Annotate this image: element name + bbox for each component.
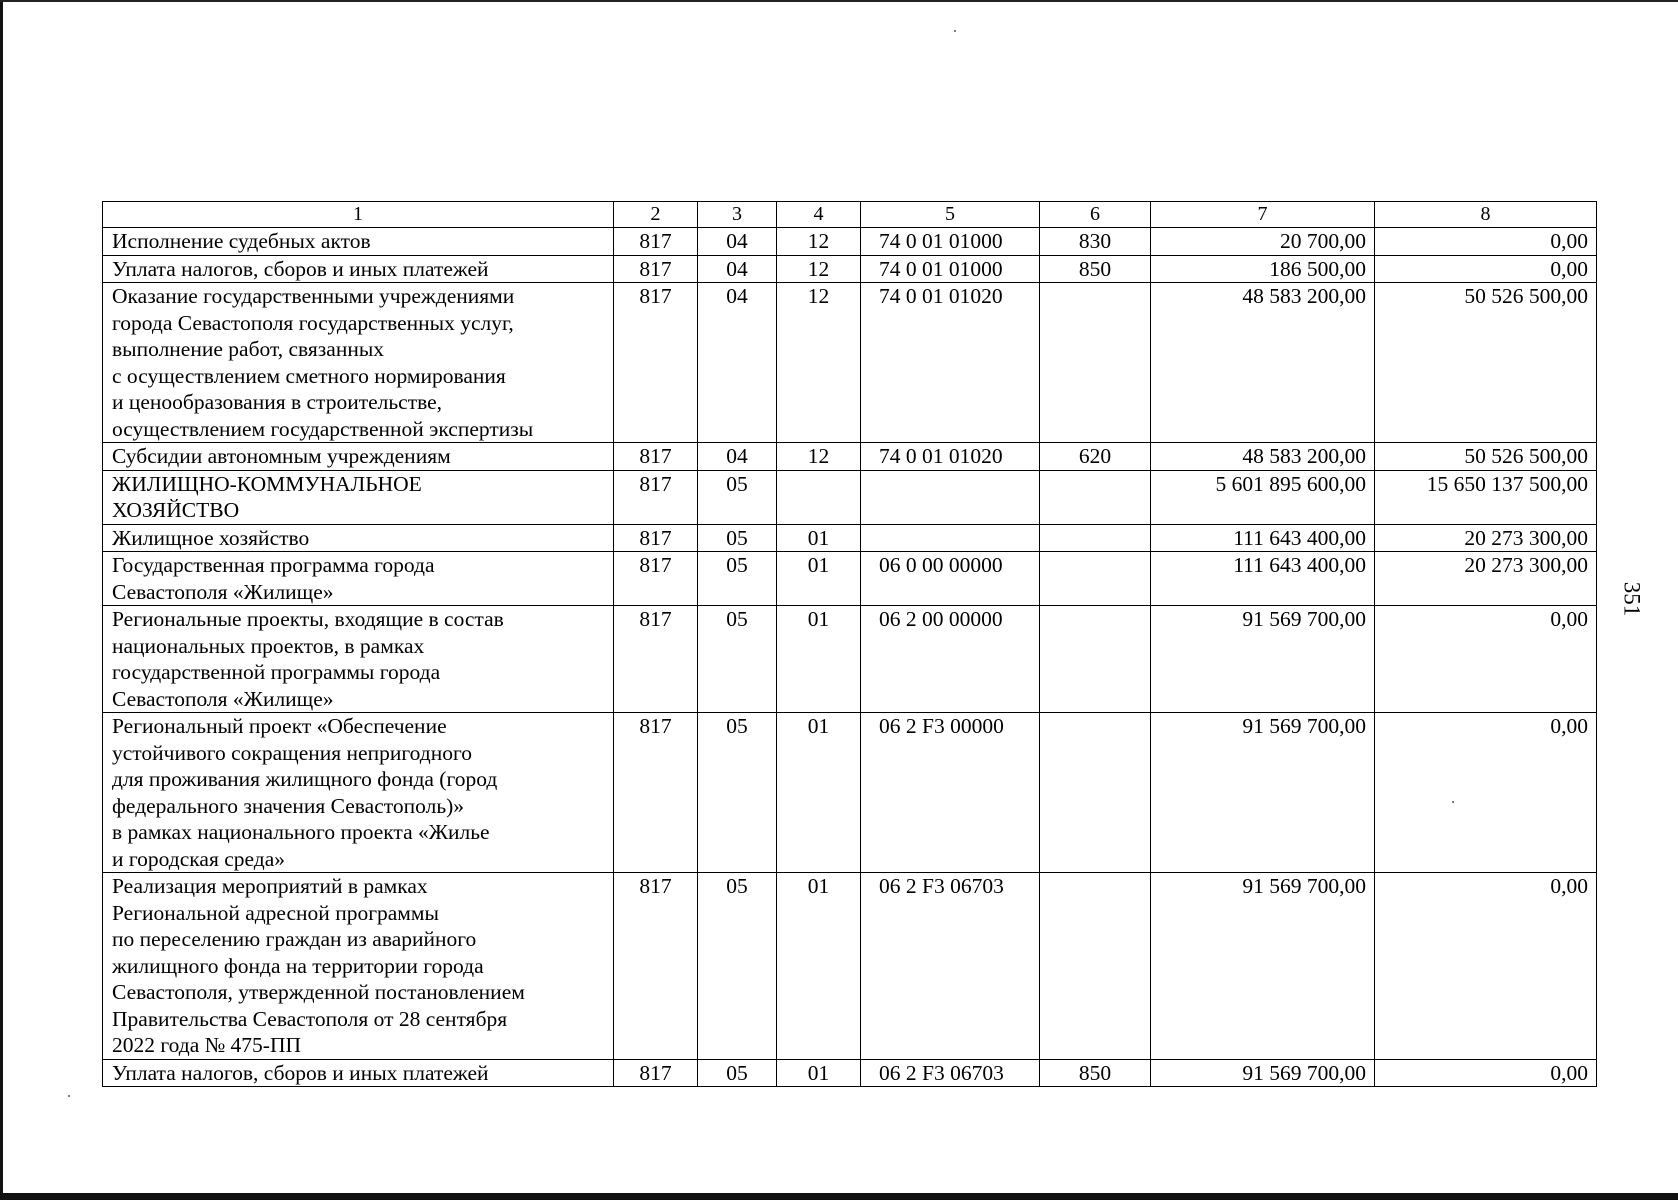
table-header-row: [103, 202, 1597, 228]
row-name-line: 2022 года № 475-ПП: [112, 1033, 301, 1057]
table-row: [103, 283, 1597, 443]
target-article-cell: 74 0 01 01000: [861, 255, 1040, 283]
gov-code-cell: 817: [614, 228, 698, 256]
table-row: [103, 873, 1597, 1060]
amount-year1-cell: 91 569 700,00: [1151, 713, 1375, 873]
target-article-cell: 06 2 F3 06703: [861, 1059, 1040, 1087]
amount-year2-cell: 0,00: [1375, 606, 1597, 713]
expense-type-cell: [1040, 283, 1151, 443]
row-name-cell: [103, 873, 614, 1060]
subsection-cell: 12: [777, 255, 861, 283]
row-name-line: Уплата налогов, сборов и иных платежей: [112, 256, 489, 281]
gov-code-cell: 817: [614, 606, 698, 713]
row-name-line: выполнение работ, связанных: [112, 337, 385, 361]
row-name-line: и городская среда»: [112, 846, 285, 871]
column-header: 2: [614, 202, 698, 228]
expense-type-cell: 850: [1040, 255, 1151, 283]
amount-year1-cell: 91 569 700,00: [1151, 873, 1375, 1060]
column-header: 6: [1040, 202, 1151, 228]
section-cell: 05: [698, 524, 777, 552]
subsection-cell: 01: [777, 606, 861, 713]
row-name-line: Реализация мероприятий в рамках: [112, 874, 428, 898]
row-name-cell: [103, 713, 614, 873]
column-header: 8: [1375, 202, 1597, 228]
row-name-line: и ценообразования в строительстве,: [112, 390, 443, 414]
row-name-cell: [103, 1059, 614, 1087]
expense-type-cell: [1040, 713, 1151, 873]
table-row: [103, 552, 1597, 606]
gov-code-cell: 817: [614, 443, 698, 471]
section-cell: 05: [698, 873, 777, 1060]
expense-type-cell: [1040, 470, 1151, 524]
scan-edge-bottom: [0, 1193, 1678, 1200]
amount-year1-cell: 91 569 700,00: [1151, 1059, 1375, 1087]
amount-year2-cell: 0,00: [1375, 255, 1597, 283]
budget-table: [102, 201, 1597, 1087]
row-name-line: Севастополя «Жилище»: [112, 686, 334, 711]
target-article-cell: 74 0 01 01020: [861, 283, 1040, 443]
row-name-line: устойчивого сокращения непригодного: [112, 740, 472, 765]
amount-year1-cell: 91 569 700,00: [1151, 606, 1375, 713]
subsection-cell: 01: [777, 873, 861, 1060]
subsection-cell: [777, 470, 861, 524]
row-name-cell: [103, 552, 614, 606]
gov-code-cell: 817: [614, 470, 698, 524]
row-name-line: для проживания жилищного фонда (город: [112, 767, 498, 791]
row-name-line: ХОЗЯЙСТВО: [112, 498, 240, 522]
expense-type-cell: [1040, 524, 1151, 552]
target-article-cell: [861, 524, 1040, 552]
expense-type-cell: 620: [1040, 443, 1151, 471]
table-row: [103, 470, 1597, 524]
column-header: 1: [103, 202, 614, 228]
target-article-cell: 06 2 F3 06703: [861, 873, 1040, 1060]
amount-year2-cell: 50 526 500,00: [1375, 443, 1597, 471]
row-name-line: Севастополя, утвержденной постановлением: [112, 980, 525, 1004]
row-name-line: Региональные проекты, входящие в состав: [112, 607, 504, 631]
column-header: 3: [698, 202, 777, 228]
subsection-cell: 12: [777, 228, 861, 256]
table-row: [103, 524, 1597, 552]
table-row: [103, 713, 1597, 873]
amount-year2-cell: 0,00: [1375, 1059, 1597, 1087]
expense-type-cell: [1040, 606, 1151, 713]
row-name-cell: [103, 524, 614, 552]
expense-type-cell: 830: [1040, 228, 1151, 256]
row-name-line: города Севастополя государственных услуг,: [112, 310, 514, 335]
target-article-cell: [861, 470, 1040, 524]
row-name-cell: [103, 228, 614, 256]
section-cell: 05: [698, 1059, 777, 1087]
target-article-cell: 06 0 00 00000: [861, 552, 1040, 606]
section-cell: 04: [698, 283, 777, 443]
row-name-line: Севастополя «Жилище»: [112, 579, 334, 604]
amount-year1-cell: 111 643 400,00: [1151, 524, 1375, 552]
table-body: [103, 228, 1597, 1087]
target-article-cell: 74 0 01 01000: [861, 228, 1040, 256]
amount-year2-cell: 20 273 300,00: [1375, 552, 1597, 606]
scan-speck: [68, 1095, 70, 1097]
amount-year2-cell: 20 273 300,00: [1375, 524, 1597, 552]
section-cell: 04: [698, 255, 777, 283]
row-name-line: осуществлением государственной экспертизы: [112, 416, 534, 441]
row-name-line: ЖИЛИЩНО-КОММУНАЛЬНОЕ: [112, 471, 422, 496]
column-header: 5: [861, 202, 1040, 228]
gov-code-cell: 817: [614, 713, 698, 873]
row-name-line: жилищного фонда на территории города: [112, 953, 484, 978]
section-cell: 04: [698, 228, 777, 256]
row-name-cell: [103, 283, 614, 443]
gov-code-cell: 817: [614, 524, 698, 552]
expense-type-cell: 850: [1040, 1059, 1151, 1087]
gov-code-cell: 817: [614, 1059, 698, 1087]
gov-code-cell: 817: [614, 873, 698, 1060]
target-article-cell: 06 2 F3 00000: [861, 713, 1040, 873]
table-row: [103, 1059, 1597, 1087]
table-row: [103, 606, 1597, 713]
row-name-line: Государственная программа города: [112, 553, 435, 577]
row-name-line: в рамках национального проекта «Жилье: [112, 820, 490, 844]
section-cell: 05: [698, 470, 777, 524]
row-name-line: Региональной адресной программы: [112, 900, 439, 925]
amount-year2-cell: 0,00: [1375, 228, 1597, 256]
row-name-line: государственной программы города: [112, 660, 441, 684]
section-cell: 04: [698, 443, 777, 471]
scan-edge-top: [0, 0, 1678, 2]
row-name-cell: [103, 443, 614, 471]
row-name-line: с осуществлением сметного нормирования: [112, 363, 506, 388]
amount-year2-cell: 50 526 500,00: [1375, 283, 1597, 443]
row-name-cell: [103, 470, 614, 524]
column-header: 4: [777, 202, 861, 228]
row-name-line: Оказание государственными учреждениями: [112, 284, 515, 308]
row-name-line: Субсидии автономным учреждениям: [112, 444, 451, 468]
section-cell: 05: [698, 606, 777, 713]
subsection-cell: 01: [777, 552, 861, 606]
page-number: 351: [1619, 581, 1645, 617]
table-row: [103, 255, 1597, 283]
row-name-line: Жилищное хозяйство: [112, 525, 310, 550]
row-name-cell: [103, 255, 614, 283]
row-name-line: Региональный проект «Обеспечение: [112, 714, 447, 738]
amount-year2-cell: 0,00: [1375, 713, 1597, 873]
subsection-cell: 01: [777, 713, 861, 873]
amount-year1-cell: 20 700,00: [1151, 228, 1375, 256]
expense-type-cell: [1040, 873, 1151, 1060]
column-header: 7: [1151, 202, 1375, 228]
row-name-line: Правительства Севастополя от 28 сентября: [112, 1006, 508, 1031]
section-cell: 05: [698, 552, 777, 606]
amount-year2-cell: 15 650 137 500,00: [1375, 470, 1597, 524]
amount-year1-cell: 48 583 200,00: [1151, 443, 1375, 471]
row-name-line: Исполнение судебных актов: [112, 229, 371, 253]
amount-year1-cell: 48 583 200,00: [1151, 283, 1375, 443]
row-name-cell: [103, 606, 614, 713]
subsection-cell: 12: [777, 443, 861, 471]
amount-year1-cell: 111 643 400,00: [1151, 552, 1375, 606]
table-row: [103, 228, 1597, 256]
gov-code-cell: 817: [614, 283, 698, 443]
expense-type-cell: [1040, 552, 1151, 606]
amount-year1-cell: 186 500,00: [1151, 255, 1375, 283]
subsection-cell: 01: [777, 1059, 861, 1087]
row-name-line: федерального значения Севастополь)»: [112, 793, 465, 818]
amount-year2-cell: 0,00: [1375, 873, 1597, 1060]
target-article-cell: 06 2 00 00000: [861, 606, 1040, 713]
gov-code-cell: 817: [614, 255, 698, 283]
row-name-line: Уплата налогов, сборов и иных платежей: [112, 1060, 489, 1085]
row-name-line: по переселению граждан из аварийного: [112, 927, 477, 951]
subsection-cell: 12: [777, 283, 861, 443]
target-article-cell: 74 0 01 01020: [861, 443, 1040, 471]
amount-year1-cell: 5 601 895 600,00: [1151, 470, 1375, 524]
row-name-line: национальных проектов, в рамках: [112, 633, 425, 658]
table-row: [103, 443, 1597, 471]
scan-speck: [954, 30, 956, 32]
section-cell: 05: [698, 713, 777, 873]
gov-code-cell: 817: [614, 552, 698, 606]
subsection-cell: 01: [777, 524, 861, 552]
scan-edge-left: [0, 0, 3, 1200]
